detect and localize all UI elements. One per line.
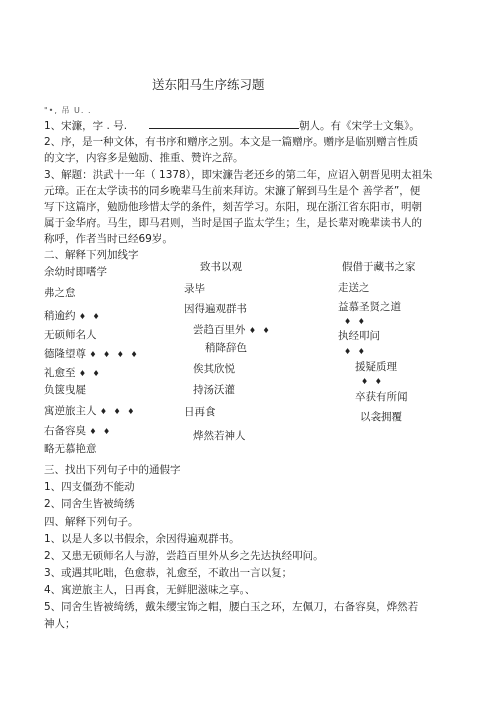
- diamond-marks: ♦ ♦: [361, 377, 384, 386]
- diamond-marks: ♦ ♦ ♦: [99, 407, 137, 416]
- vocab-item-row: [44, 367, 102, 380]
- list-item: 3、或遇其叱咄，色愈恭，礼愈至，不敢出一言以复；: [44, 567, 293, 579]
- question-3-line-4: 属于金华府。马生，即马君则，当时是国子监太学生；生，是长辈对晚辈读书人的: [44, 217, 422, 229]
- vocab-item-row: [44, 348, 140, 361]
- vocab-item-row: [44, 405, 136, 418]
- vocab-item: 走送之: [338, 282, 370, 294]
- vocab-item-row: [44, 310, 102, 323]
- vocab-item: 日再食: [184, 406, 216, 418]
- vocab-item: 余幼时即嗜学: [44, 266, 107, 278]
- list-item-continued: 神人；: [44, 618, 76, 630]
- question-1: [44, 119, 420, 133]
- vocab-item: 德隆望尊: [44, 348, 86, 360]
- question-3-line-2: 元璋。正在太学读书的同乡晚辈马生前来拜访。宋濂了解到马生是个 善学者”，便: [44, 185, 421, 197]
- vocab-item-row: [44, 425, 112, 438]
- page-title: 送东阳马生序练习题: [152, 77, 265, 92]
- vocab-item: 执经叩问: [338, 330, 380, 342]
- vocab-item: 礼愈至: [44, 367, 76, 379]
- list-item: 1、以是人多以书假余，余因得遍观群书。: [44, 533, 240, 545]
- vocab-item: 持汤沃灌: [193, 384, 235, 396]
- diamond-marks: ♦ ♦: [344, 317, 367, 326]
- diamond-marks: ♦ ♦: [344, 347, 367, 356]
- question-1-text-b: 朝人。有《宋学士文集》。: [299, 120, 420, 132]
- diamond-marks: ♦ ♦: [89, 427, 113, 436]
- question-2-line-2: 的文字，内容多是勉励、推重、赞许之辞。: [44, 152, 244, 164]
- vocab-item: 无硕师名人: [44, 329, 97, 341]
- vocab-item: 因得遍观群书: [184, 303, 247, 315]
- diamond-marks: ♦ ♦ ♦ ♦: [89, 350, 140, 359]
- list-item: 1、四支僵劲不能动: [44, 481, 135, 493]
- vocab-item: 负箧曳屣: [44, 384, 86, 396]
- vocab-item: 以衾拥覆: [360, 411, 402, 423]
- question-2-line-1: 2、序，是一种文体，有书序和赠序之别。本文是一篇赠序。赠序是临别赠言性质: [44, 136, 419, 148]
- vocab-item: 录毕: [184, 283, 205, 295]
- question-3-line-1: 3、解题：洪武十一年（ 1378），即宋濂告老还乡的第二年，应诏入朝晋见明太祖朱: [44, 169, 433, 181]
- vocab-item: 弗之怠: [44, 287, 76, 299]
- vocab-item: 烨然若神人: [193, 430, 246, 442]
- section-4-heading: 四、解释下列句子。: [44, 516, 139, 528]
- vocab-item: 卒获有所闻: [355, 391, 408, 403]
- list-item: 5、同舍生皆被绮绣，戴朱缨宝饰之帽，腰白玉之环，左佩刀，右备容臭，烨然若: [44, 601, 419, 613]
- vocab-item: 益慕圣贤之道: [338, 301, 401, 313]
- question-1-text-a: 1、宋濂，字 . 号.: [44, 120, 128, 132]
- list-item: 2、又患无硕师名人与游，尝趋百里外从乡之先达执经叩问。: [44, 550, 324, 562]
- vocab-item: 寓逆旅主人: [44, 405, 97, 417]
- vocab-item: 稍逾约: [44, 310, 76, 322]
- list-item: 2、同舍生皆被绮绣: [44, 498, 135, 510]
- question-3-line-3: 写下这篇序，勉励他珍惜太学的条件，刻苦学习。东阳，现在浙江省东阳市，明朝: [44, 201, 422, 213]
- vocab-item: 略无慕艳意: [44, 443, 97, 455]
- question-3-line-5: 称呼，作者当时已经69岁。: [44, 233, 173, 245]
- vocab-item: 假借于藏书之家: [342, 261, 416, 273]
- blank-line: [149, 119, 299, 129]
- diamond-marks: ♦ ♦: [248, 326, 272, 335]
- vocab-item: 稍降辞色: [205, 342, 247, 354]
- diamond-marks: ♦ ♦: [78, 312, 102, 321]
- scan-noise: "•, 吊 U. .: [44, 106, 92, 115]
- vocab-item: 俟其欣悦: [193, 363, 235, 375]
- section-2-heading: 二、解释下列加线字: [44, 249, 139, 261]
- vocab-item: 致书以观: [200, 261, 242, 273]
- vocab-item: 尝趋百里外: [193, 324, 246, 336]
- list-item: 4、寓逆旅主人，日再食，无鲜肥滋味之享。、: [44, 584, 256, 596]
- vocab-item: 右备容臭: [44, 425, 86, 437]
- diamond-marks: ♦ ♦: [78, 369, 102, 378]
- section-3-heading: 三、找出下列句子中的通假字: [44, 464, 181, 476]
- vocab-item: 援疑质理: [355, 361, 397, 373]
- vocab-item-row: [193, 324, 272, 337]
